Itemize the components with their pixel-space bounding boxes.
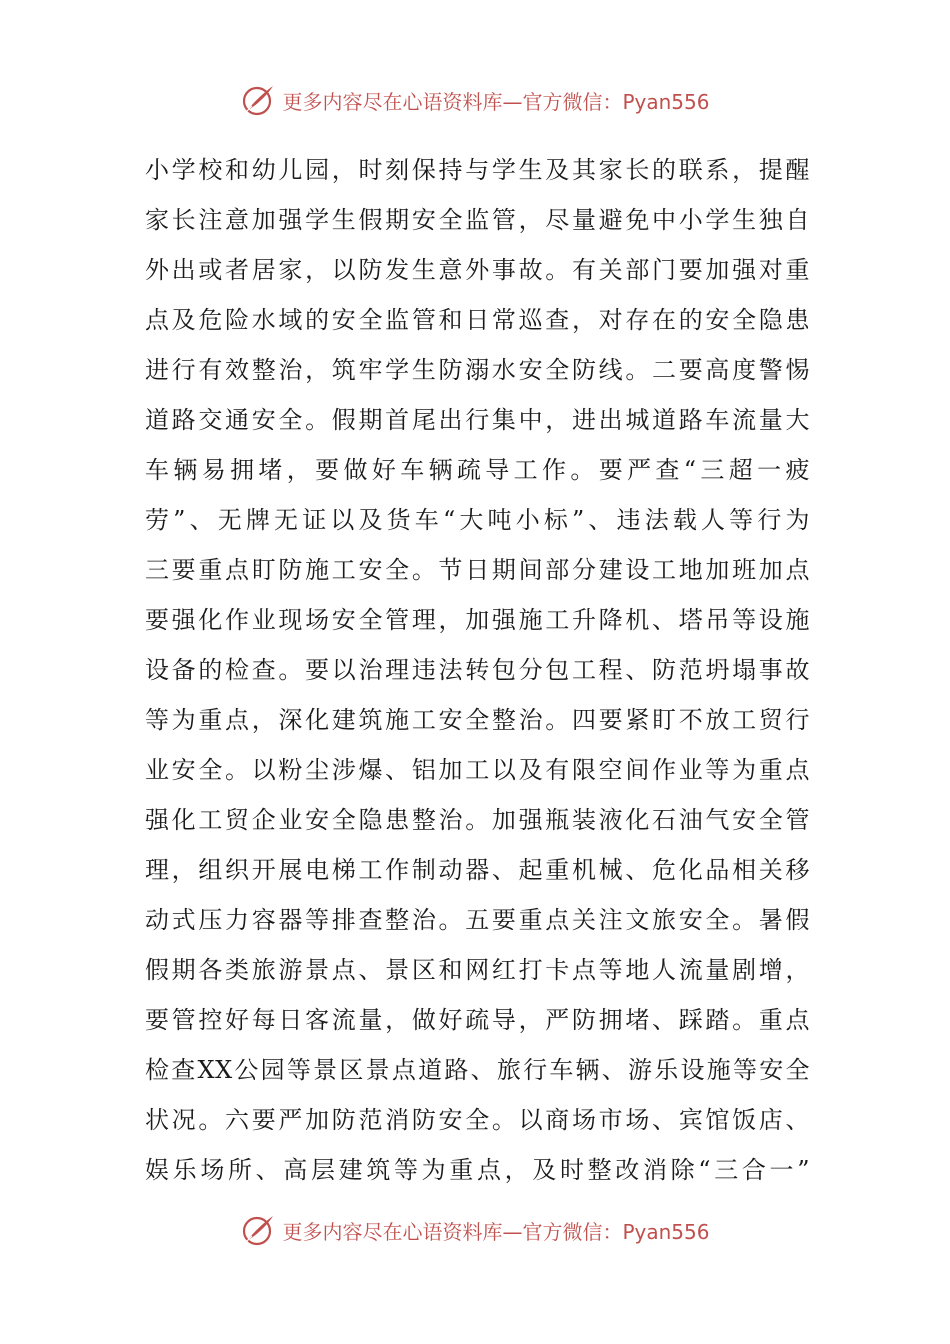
body-text-line: 假期各类旅游景点、景区和网红打卡点等地人流量剧增， xyxy=(145,956,810,984)
body-text-line: 点及危险水域的安全监管和日常巡查，对存在的安全隐患 xyxy=(145,306,810,334)
body-text-line: 三要重点盯防施工安全。节日期间部分建设工地加班加点 xyxy=(145,556,810,584)
body-text-line: 娱乐场所、高层建筑等为重点，及时整改消除“三合一” xyxy=(145,1156,810,1184)
body-text-line: 等为重点，深化建筑施工安全整治。四要紧盯不放工贸行 xyxy=(145,706,810,734)
body-text-line: 家长注意加强学生假期安全监管，尽量避免中小学生独自 xyxy=(145,206,810,234)
body-text-line: 状况。六要严加防范消防安全。以商场市场、宾馆饭店、 xyxy=(145,1106,810,1134)
body-text-line: 外出或者居家，以防发生意外事故。有关部门要加强对重 xyxy=(145,256,810,284)
body-text-line: 车辆易拥堵，要做好车辆疏导工作。要严查“三超一疲 xyxy=(145,456,810,484)
footer-banner-text: 更多内容尽在心语资料库—官方微信：Pyan556 xyxy=(282,1219,710,1244)
quill-pen-logo-icon xyxy=(240,82,276,118)
body-text-line: 设备的检查。要以治理违法转包分包工程、防范坍塌事故 xyxy=(145,656,810,684)
body-text-line: 动式压力容器等排查整治。五要重点关注文旅安全。暑假 xyxy=(145,906,810,934)
body-text-line: 要强化作业现场安全管理，加强施工升降机、塔吊等设施 xyxy=(145,606,810,634)
body-text-line: 进行有效整治，筑牢学生防溺水安全防线。二要高度警惕 xyxy=(145,356,810,384)
body-text-line: 业安全。以粉尘涉爆、铝加工以及有限空间作业等为重点 xyxy=(145,756,810,784)
quill-pen-logo-icon xyxy=(240,1212,276,1248)
body-text-line: 道路交通安全。假期首尾出行集中，进出城道路车流量大 xyxy=(145,406,810,434)
body-text-line: 劳”、无牌无证以及货车“大吨小标”、违法载人等行为 xyxy=(145,506,810,534)
document-body xyxy=(145,145,810,1195)
body-text-line: 强化工贸企业安全隐患整治。加强瓶装液化石油气安全管 xyxy=(145,806,810,834)
body-text-line: 检查XX公园等景区景点道路、旅行车辆、游乐设施等安全 xyxy=(145,1056,810,1084)
body-text-line: 要管控好每日客流量，做好疏导，严防拥堵、踩踏。重点 xyxy=(145,1006,810,1034)
header-banner xyxy=(0,80,950,120)
body-text-line: 理，组织开展电梯工作制动器、起重机械、危化品相关移 xyxy=(145,856,810,884)
header-banner-text: 更多内容尽在心语资料库—官方微信：Pyan556 xyxy=(282,89,710,114)
body-text-line: 小学校和幼儿园，时刻保持与学生及其家长的联系，提醒 xyxy=(145,156,810,184)
footer-banner xyxy=(0,1210,950,1250)
